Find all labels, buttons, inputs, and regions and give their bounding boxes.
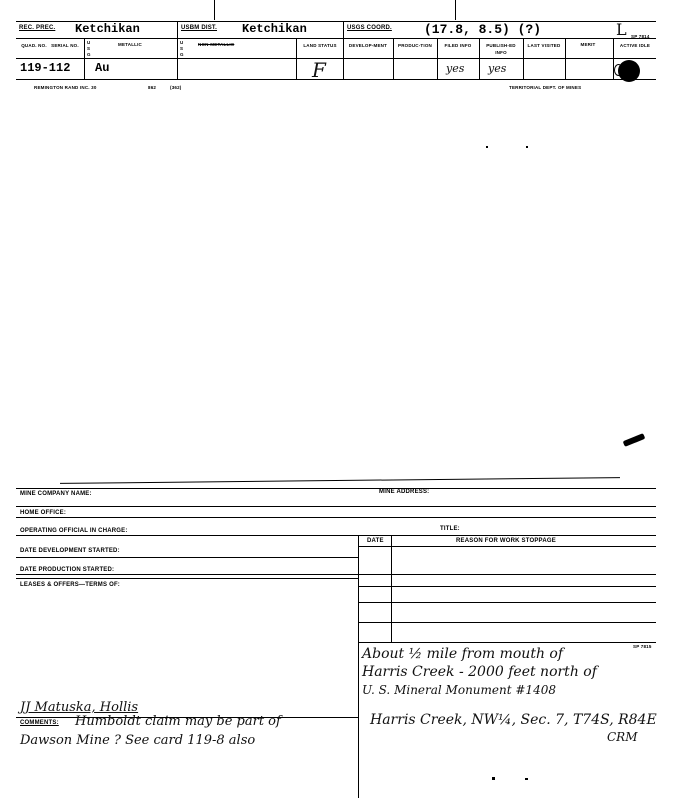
printer-code: 862 bbox=[148, 85, 157, 90]
location-line-3: U. S. Mineral Monument #1408 bbox=[362, 683, 556, 697]
col-divider bbox=[177, 21, 178, 79]
rule bbox=[16, 574, 656, 575]
speck bbox=[526, 146, 528, 148]
filed-info-value: yes bbox=[446, 62, 465, 75]
rule bbox=[358, 622, 656, 623]
speck bbox=[492, 777, 495, 780]
rule bbox=[16, 578, 358, 579]
usg-letters: U S G bbox=[87, 40, 91, 57]
rule bbox=[16, 557, 358, 558]
speck bbox=[486, 146, 488, 148]
leases-label: LEASES & OFFERS—TERMS OF: bbox=[20, 582, 121, 588]
date-column-header: DATE bbox=[367, 538, 384, 544]
last-visited-header: LAST VISITED bbox=[527, 43, 561, 48]
col-divider bbox=[358, 535, 359, 643]
usbm-dist-value: Ketchikan bbox=[242, 22, 307, 36]
rule bbox=[16, 58, 656, 59]
rule bbox=[16, 488, 656, 489]
rec-prec-value: Ketchikan bbox=[75, 22, 140, 36]
location-line-1: About ½ mile from mouth of bbox=[362, 646, 564, 662]
rule bbox=[358, 642, 656, 643]
location-line-4: Harris Creek, NW¼, Sec. 7, T74S, R84E bbox=[370, 712, 657, 728]
date-dev-started-label: DATE DEVELOPMENT STARTED: bbox=[20, 548, 120, 554]
land-status-value: F bbox=[312, 58, 326, 82]
published-info-value: yes bbox=[488, 62, 507, 75]
top-tick bbox=[214, 0, 215, 20]
top-tick bbox=[455, 0, 456, 20]
rule bbox=[16, 38, 656, 39]
rec-prec-label: REC. PREC. bbox=[19, 25, 56, 31]
department: TERRITORIAL DEPT. OF MINES bbox=[509, 85, 582, 90]
filed-info-header: FILED INFO bbox=[444, 43, 472, 48]
home-office-label: HOME OFFICE: bbox=[20, 510, 67, 516]
land-status-header: LAND STATUS bbox=[303, 43, 337, 48]
production-header: PRODUC-TION bbox=[398, 43, 432, 48]
usbm-dist-label: USBM DIST. bbox=[181, 25, 218, 31]
metallic-value: Au bbox=[95, 61, 110, 75]
quad-serial-value: 119-112 bbox=[20, 61, 71, 75]
location-line-2: Harris Creek - 2000 feet north of bbox=[362, 664, 597, 680]
back-form-number: SP 7815 bbox=[633, 644, 652, 649]
rule bbox=[60, 477, 620, 484]
active-idle-header: ACTIVE IDLE bbox=[619, 43, 651, 48]
date-prod-started-label: DATE PRODUCTION STARTED: bbox=[20, 567, 115, 573]
development-header: DEVELOP-MENT bbox=[348, 43, 388, 48]
comment-line-2: Dawson Mine ? See card 119-8 also bbox=[20, 733, 256, 748]
rule bbox=[16, 506, 656, 507]
metallic-header: METALLIC bbox=[118, 42, 143, 47]
usgs-coord-label: USGS COORD. bbox=[347, 25, 392, 31]
rule bbox=[358, 546, 656, 547]
rule bbox=[358, 586, 656, 587]
comment-line-1: Humboldt claim may be part of bbox=[75, 714, 281, 729]
initials: CRM bbox=[607, 730, 638, 744]
corner-mark: L bbox=[616, 20, 627, 39]
speck bbox=[525, 778, 528, 780]
company-name-label: MINE COMPANY NAME: bbox=[20, 491, 92, 497]
stray-mark bbox=[623, 433, 646, 447]
merit-header: MERIT bbox=[580, 42, 596, 47]
quad-no-header: QUAD. NO. bbox=[21, 43, 47, 48]
col-divider bbox=[343, 21, 344, 79]
rule bbox=[16, 535, 656, 536]
active-dot-outline bbox=[614, 64, 623, 76]
rule bbox=[16, 517, 656, 518]
form-number: SP 7814 bbox=[631, 34, 650, 39]
rule bbox=[358, 602, 656, 603]
published-info-header: PUBLISH-ED INFO bbox=[486, 43, 516, 55]
owners: JJ Matuska, Hollis bbox=[20, 700, 139, 715]
printer-code2: (362) bbox=[170, 85, 182, 90]
col-divider bbox=[391, 535, 392, 643]
col-divider bbox=[358, 642, 359, 798]
rule bbox=[16, 79, 656, 80]
usg-letters: U S G bbox=[180, 40, 184, 57]
title-label: TITLE: bbox=[440, 526, 460, 532]
serial-no-header: SERIAL NO. bbox=[51, 43, 79, 48]
non-metallic-header: NON-METALLIC bbox=[198, 42, 235, 47]
operating-official-label: OPERATING OFFICIAL IN CHARGE: bbox=[20, 528, 128, 534]
reason-column-header: REASON FOR WORK STOPPAGE bbox=[456, 538, 556, 544]
mine-address-label: MINE ADDRESS: bbox=[379, 489, 430, 495]
comments-label: COMMENTS: bbox=[20, 720, 59, 726]
usgs-coord-value: (17.8, 8.5) (?) bbox=[424, 22, 542, 37]
printer-info: REMINGTON RAND INC. 30 bbox=[34, 85, 97, 90]
